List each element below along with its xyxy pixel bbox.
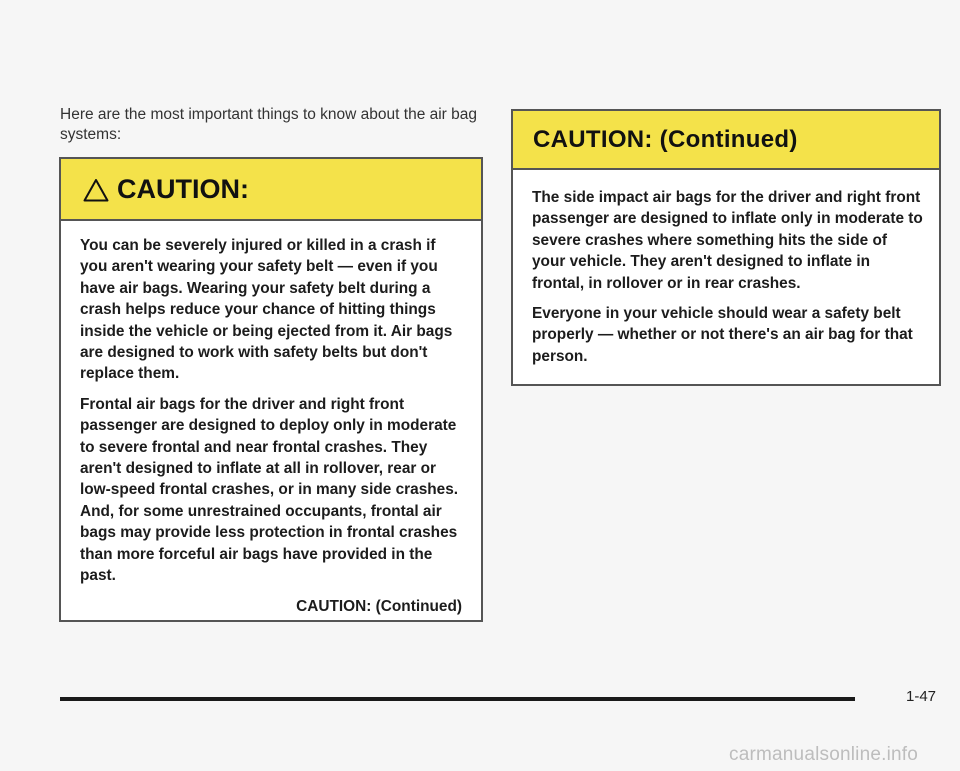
- caution-paragraph: Everyone in your vehicle should wear a safety belt properly — whether or not there's an air bag for that person.: [532, 305, 913, 365]
- caution-header-left-label: CAUTION:: [117, 173, 249, 204]
- caution-body-left: [61, 221, 481, 617]
- caution-box-right: [511, 109, 941, 386]
- caution-header-left: [61, 159, 481, 221]
- page-number: 1-47: [906, 688, 937, 705]
- caution-box-left: [59, 157, 483, 622]
- warning-triangle-icon: [83, 178, 109, 202]
- caution-paragraph: Frontal air bags for the driver and right front passenger are designed to deploy only in moderate to severe frontal and near frontal crashes. They aren't designed to inflate at all in rollover, rear or low-speed frontal crashes, or in many side crashes. And, for some unrestrained occupants, frontal air bags may provide less protection in frontal crashes than more forceful air bags have provided in the past.: [80, 395, 459, 585]
- caution-body-right: [513, 170, 939, 367]
- caution-paragraph: You can be severely injured or killed in a crash if you aren't wearing your safety belt — even if you have air bags. Wearing your safety belt during a crash helps reduce your chance of hitting things inside the vehicle or being ejected from it. Air bags are designed to work with safety belts but don't replace them.: [80, 237, 453, 383]
- intro-text: Here are the most important things to know about the air bag systems:: [60, 106, 478, 143]
- footer-rule: [60, 697, 855, 701]
- caution-header-right-label: CAUTION: (Continued): [533, 125, 798, 153]
- continued-label: CAUTION: (Continued): [296, 597, 462, 615]
- caution-header-right: [513, 111, 939, 170]
- watermark: carmanualsonline.info: [729, 744, 919, 765]
- caution-paragraph: The side impact air bags for the driver and right front passenger are designed to inflate only in moderate to severe crashes where something hits the side of your vehicle. They aren't designed to inflate in frontal, in rollover or in rear crashes.: [532, 189, 923, 292]
